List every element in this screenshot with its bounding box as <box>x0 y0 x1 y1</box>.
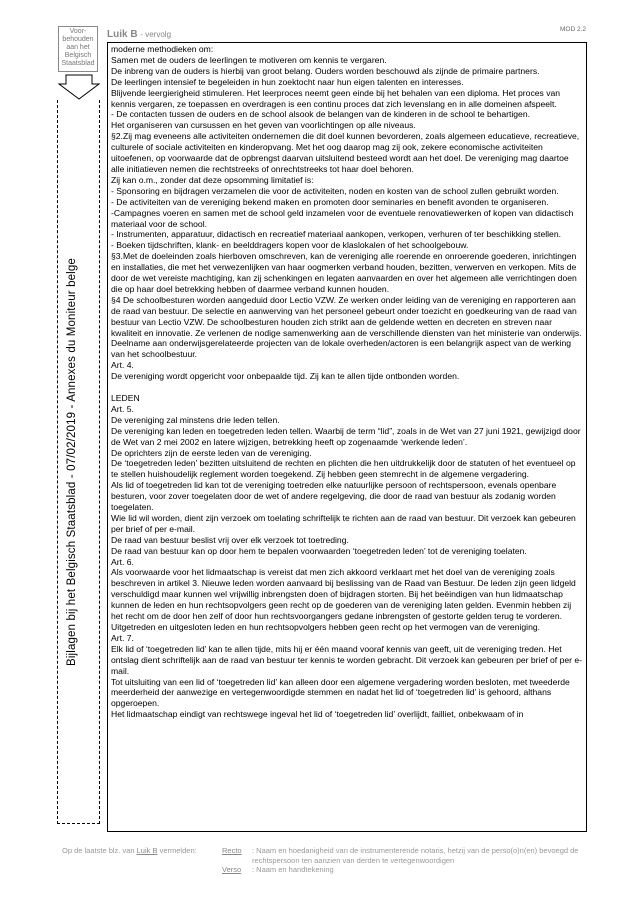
body-paragraph: LEDEN <box>111 392 140 403</box>
verso-text: : Naam en handtekening <box>252 865 334 874</box>
publication-box-line: aan het <box>66 44 90 51</box>
body-paragraph: De inbreng van de ouders is hierbij van groot belang. Ouders worden beschouwd als zijnde de primaire partners. <box>111 65 540 76</box>
body-paragraph: De vereniging wordt opgericht voor onbepaalde tijd. Zij kan te allen tijde ontbonden worden. <box>111 371 460 382</box>
body-paragraph: Samen met de ouders de leerlingen te motiveren om kennis te vergaren. <box>111 54 387 65</box>
body-paragraph: - Boeken tijdschriften, klank- en beelddragers kopen voor de klaslokalen of het schoolgebouw. <box>111 240 469 251</box>
body-paragraph: §2.Zij mag eveneens alle activiteiten ondernemen die dit doel kunnen bevorderen, zoals algemeen educatieve, recreatieve, culturele of sociale activiteiten en kinderopvang. Met het oog daarop mag zij ook, zekere economische activiteiten uitoefenen, op voorwaarde dat de opbrengst daarvan uitsluitend besteed wordt aan het doel. De vereniging mag daartoe alle initiatieven nemen die rechtstreeks of onrechtstreeks tot haar doel behoren. <box>111 131 580 174</box>
body-paragraph: Tot uitsluiting van een lid of ‘toegetreden lid’ kan alleen door een algemene vergadering worden besloten, met tweederde meerderheid der aanwezige en vertegenwoordigde stemmen en nadat het lid of ‘toegetreden lid’ is gehoord, althans opgeroepen. <box>111 676 570 709</box>
body-paragraph: De ‘toegetreden leden’ bezitten uitsluitend de rechten en plichten die hen uitdrukkelijk door de statuten of het eventueel op te stellen huishoudelijk reglement worden toegekend. Zij hebben geen stemrecht in de algemene vergadering. <box>111 458 576 480</box>
body-paragraph: De vereniging kan leden en toegetreden leden tellen. Waarbij de term “lid”, zoals in de Wet van 27 juni 1921, gewijzigd door de Wet van 2 mei 2002 en latere wijzigen, betrekking heeft op zogenaamde ‘werkende leden’. <box>111 425 581 447</box>
body-paragraph: Blijvende leergierigheid stimuleren. Het leerproces neemt geen einde bij het behalen van een diploma. Het proces van kennis vergaren, ze toepassen en overdragen is een continu proces dat zich levenslang en in alle domeinen afspeelt. <box>111 87 561 109</box>
body-paragraph: - Instrumenten, apparatuur, didactisch en recreatief materiaal aankopen, verkopen, verhuren of ter beschikking stellen. <box>111 229 561 240</box>
footer-suffix: vermelden: <box>159 846 197 855</box>
body-paragraph: - Sponsoring en bijdragen verzamelen die voor de activiteiten, noden en kosten van de school zullen gebruikt worden. <box>111 185 559 196</box>
body-paragraph: De oprichters zijn de eerste leden van de vereniging. <box>111 447 312 458</box>
recto-label: Recto <box>222 846 242 855</box>
body-paragraph: Het lidmaatschap eindigt van rechtswege ingeval het lid of ‘toegetreden lid’ overlijdt, failliet, onbekwaam of in <box>111 709 524 720</box>
publication-box-line: Belgisch <box>64 52 92 59</box>
body-paragraph: Als lid of toegetreden lid kan tot de vereniging toetreden elke natuurlijke persoon of rechtspersoon, evenals openbare besturen, voor zover toegelaten door de wet of andere regelgeving, die door de raad van bestuur als zodanig worden toegelaten. <box>111 480 557 513</box>
body-paragraph: §3.Met de doeleinden zoals hierboven omschreven, kan de vereniging alle roerende en onroerende goederen, inrichtingen en installaties, die met het verwezenlijken van haar oogmerken verband houden, bezitten, verwerven en verkopen. Mits de door de wet vereiste machtiging, kan zij schenkingen en legaten aanvaarden en over het algemeen alle verrichtingen doen die op haar doel betrekking hebben of daarmee verband kunnen houden. <box>111 251 577 294</box>
section-title-main: Luik B <box>107 29 138 40</box>
body-paragraph: Art. 7. <box>111 632 134 643</box>
publication-box-line: Voor- <box>69 28 87 35</box>
footer-notes <box>222 846 592 875</box>
body-paragraph: Elk lid of ‘toegetreden lid’ kan te allen tijde, mits hij er één maand vooraf kennis van geeft, uit de vereniging treden. Het ontslag dient schriftelijk aan de raad van bestuur ter kennis te worden gebracht. Dit verzoek kan gebeuren per brief of per e-mail. <box>111 643 583 676</box>
document-body <box>107 42 587 832</box>
body-paragraph: Als voorwaarde voor het lidmaatschap is vereist dat men zich akkoord verklaart met het doel van de vereniging zoals beschreven in artikel 3. Nieuwe leden worden aanvaard bij beslissing van de Raad van Bestuur. De leden zijn geen lidgeld verschuldigd maar kunnen wel vrijwillig inbrengsten doen of bijdragen storten. Bij het beëindigen van hun lidmaatschap kunnen de leden en hun rechtsopvolgers geen recht op de goederen van de vereniging laten gelden. Evenmin hebben zij het recht om de door hen zelf of door hun rechtsvoorgangers gedane inbrengsten of gestorte gelden terug te vorderen. Uitgetreden en uitgesloten leden en hun rechtsopvolgers hebben geen recht op het vermogen van de vereniging. <box>111 567 576 633</box>
body-paragraph: -Campagnes voeren en samen met de school geld inzamelen voor de eventuele renovatiewerken of kopen van didactisch materiaal voor de school. <box>111 207 574 229</box>
body-paragraph: Art. 5. <box>111 403 134 414</box>
footer-prefix: Op de laatste blz. van <box>62 846 135 855</box>
publication-box-line: behouden <box>62 36 94 43</box>
body-paragraph: moderne methodieken om: <box>111 44 214 54</box>
body-paragraph: Het organiseren van cursussen en het geven van voorlichtingen op alle niveaus. <box>111 120 416 131</box>
body-paragraph: - De activiteiten van de vereniging bekend maken en promoten door seminaries en benefit avonden te organiseren. <box>111 196 549 207</box>
form-code: MOD 2.2 <box>559 26 586 33</box>
footer-instruction <box>62 846 197 856</box>
body-paragraph: De vereniging zal minstens drie leden tellen. <box>111 414 280 425</box>
body-paragraph: Zij kan o.m., zonder dat deze opsomming limitatief is: <box>111 174 314 185</box>
publication-box <box>58 26 98 72</box>
vertical-annex-label: Bijlagen bij het Belgisch Staatsblad - 07/02/2019 - Annexes du Moniteur belge <box>66 258 78 666</box>
publication-box-line: Staatsblad <box>61 60 95 67</box>
body-paragraph: §4 De schoolbesturen worden aangeduid door Lectio VZW. Ze werken onder leiding van de vereniging en rapporteren aan de raad van bestuur. De selectie en aanwerving van het personeel gebeurt onder toezicht en goedkeuring van de raad van bestuur van Lectio VZW. De schoolbesturen houden zich strikt aan de geldende wetten en decreten en streven naar kwaliteit en innovatie. Ze verlenen de nodige samenwerking aan de verschillende diensten van het ministerie van onderwijs. Deelname aan onderwijsgerelateerde projecten van de lokale overheden/actoren is een belangrijk aspect van de werking van het schoolbestuur. <box>111 294 582 360</box>
body-paragraph: De raad van bestuur kan op door hem te bepalen voorwaarden ‘toegetreden leden’ tot de vereniging toelaten. <box>111 545 527 556</box>
section-title-sub: - vervolg <box>140 30 172 39</box>
recto-note <box>222 846 592 865</box>
verso-note <box>222 865 592 875</box>
body-paragraph <box>111 382 583 393</box>
down-arrow-icon <box>58 74 100 100</box>
footer-section-link: Luik B <box>136 846 158 855</box>
body-paragraph: Art. 6. <box>111 556 134 567</box>
body-paragraph: Art. 4. <box>111 360 134 371</box>
body-paragraph: Wie lid wil worden, dient zijn verzoek om toelating schriftelijk te richten aan de raad van bestuur. Dit verzoek kan gebeuren per brief of per e-mail. <box>111 512 576 534</box>
verso-label: Verso <box>222 865 242 874</box>
body-paragraph: De leerlingen intensief te begeleiden in hun zoektocht naar hun eigen talenten en interesses. <box>111 76 464 87</box>
recto-text: : Naam en hoedanigheid van de instrumenterende notaris, hetzij van de perso(o)n(en) bevoegd de rechtspersoon ten aanzien van derden te vertegenwoordigen <box>252 846 579 865</box>
body-paragraph: De raad van bestuur beslist vrij over elk verzoek tot toetreding. <box>111 534 349 545</box>
section-title <box>107 29 171 40</box>
body-paragraph: - De contacten tussen de ouders en de school alsook de belangen van de kinderen in de school te behartigen. <box>111 109 530 120</box>
